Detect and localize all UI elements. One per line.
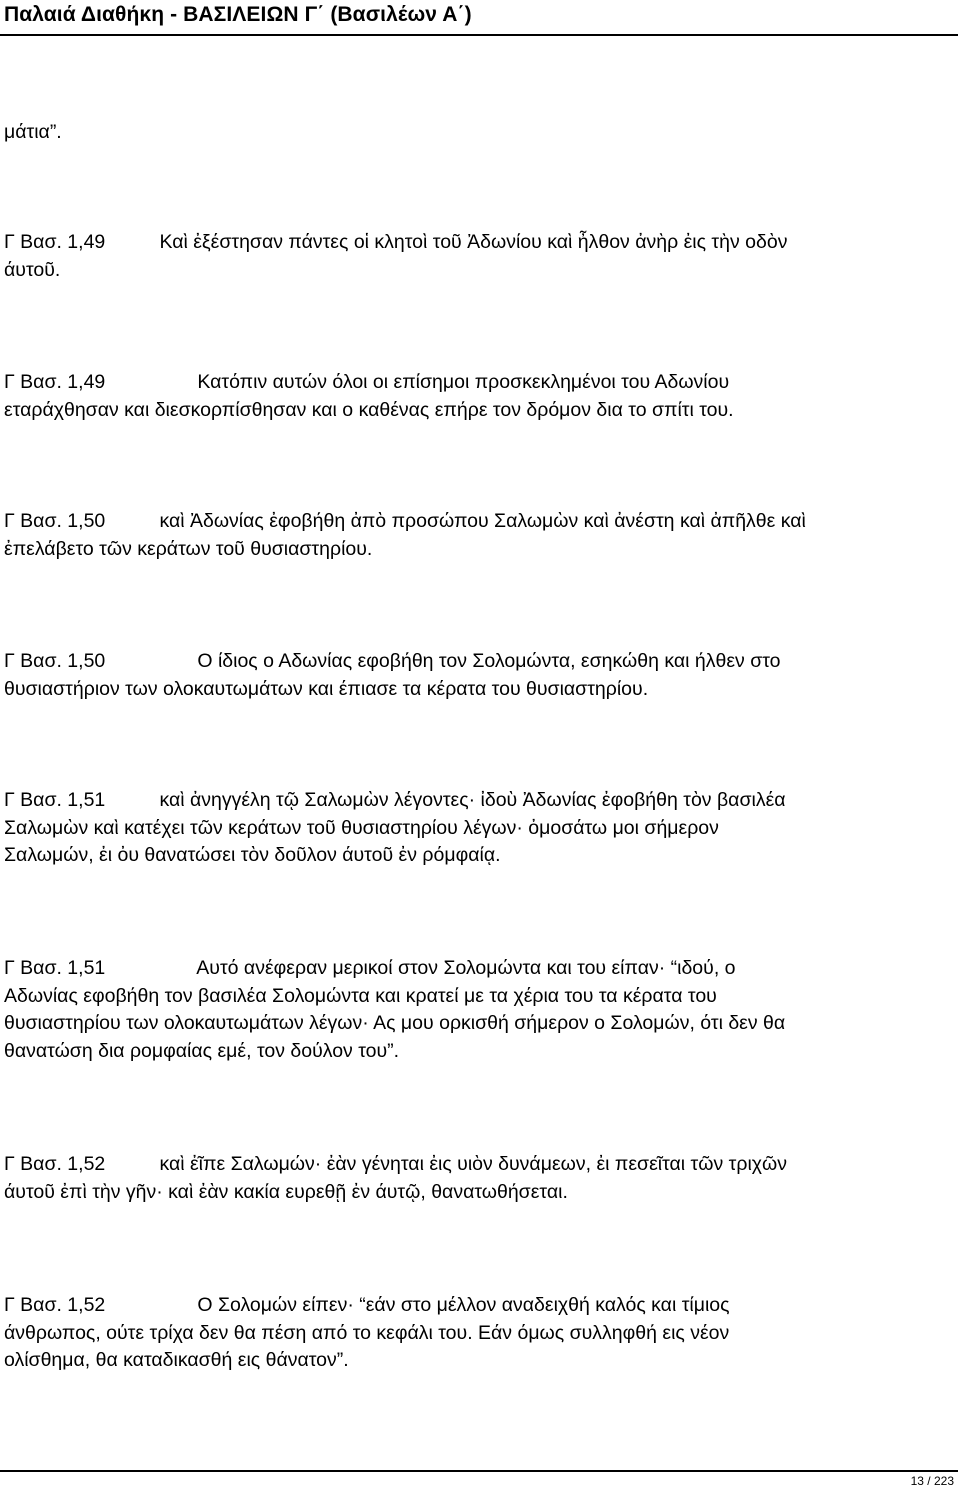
footer-divider: [0, 1470, 958, 1472]
verse-1-51-ancient: Γ Βασ. 1,51 καὶ ἀνηγγέλη τῷ Σαλωμὼν λέγοντες· ἰδοὺ Ἀδωνίας ἐφοβήθη τὸν βασιλέα Σαλωμὼν καὶ κατέχει τῶν κεράτων τοῦ θυσιαστηρίου λέγων· ὀμοσάτω μοι σήμερον Σαλωμών, ἐι ὀυ θανατώσει τὸν δοῦλον άυτοῦ ἐν ρόμφαίᾳ.: [4, 789, 786, 866]
header-divider: [0, 34, 958, 36]
verse-1-52-modern: Γ Βασ. 1,52 Ο Σολομών είπεν· “εάν στο μέλλον αναδειχθή καλός και τίμιος άνθρωπος, ούτε τρίχα δεν θα πέση από το κεφάλι του. Εάν όμως συλληφθή εις νέον ολίσθημα, θα καταδικασθή εις θάνατον”.: [4, 1294, 730, 1371]
verse-1-50-ancient: Γ Βασ. 1,50 καὶ Ἀδωνίας ἐφοβήθη ἀπὸ προσώπου Σαλωμὼν καὶ ἀνέστη καὶ ἀπῆλθε καὶ ἐπελάβετο τῶν κεράτων τοῦ θυσιαστηρίου.: [4, 510, 806, 560]
page-title: Παλαιά Διαθήκη - ΒΑΣΙΛΕΙΩΝ Γ΄ (Βασιλέων Α΄): [4, 3, 472, 26]
page-number: 13 / 223: [910, 1474, 954, 1488]
verse-1-52-ancient: Γ Βασ. 1,52 καὶ ἐῖπε Σαλωμών· ἐὰν γένηται ἐις υιὸν δυνάμεων, ἐι πεσεῖται τῶν τριχῶν άυτοῦ ἐπὶ τὴν γῆν· καὶ ἐὰν κακία ευρεθῇ ἐν άυτῷ, θανατωθήσεται.: [4, 1153, 787, 1203]
verse-1-50-modern: Γ Βασ. 1,50 Ο ίδιος ο Αδωνίας εφοβήθη τον Σολομώντα, εσηκώθη και ήλθεν στο θυσιαστήριον των ολοκαυτωμάτων και έπιασε τα κέρατα του θυσιαστηρίου.: [4, 650, 781, 700]
verse-1-51-modern: Γ Βασ. 1,51 Αυτό ανέφεραν μερικοί στον Σολομώντα και του είπαν· “ιδού, ο Αδωνίας εφοβήθη τον βασιλέα Σολομώντα και κρατεί με τα χέρια του τα κέρατα του θυσιαστηρίου των ολοκαυτωμάτων λέγων· Ας μου ορκισθή σήμερον ο Σολομών, ότι δεν θα θανατώση δια ρομφαίας εμέ, τον δούλον του”.: [4, 957, 786, 1062]
verse-1-49-modern: Γ Βασ. 1,49 Κατόπιν αυτών όλοι οι επίσημοι προσκεκλημένοι του Αδωνίου εταράχθησαν και διεσκορπίσθησαν και ο καθένας επήρε τον δρόμον δια το σπίτι του.: [4, 371, 734, 421]
verse-1-49-ancient: Γ Βασ. 1,49 Καὶ ἐξέστησαν πάντες οἱ κλητοὶ τοῦ Ἀδωνίου καὶ ἦλθον ἀνὴρ ἐις τὴν οδὸν άυτοῦ.: [4, 231, 788, 281]
text-fragment: μάτια”.: [4, 121, 62, 143]
